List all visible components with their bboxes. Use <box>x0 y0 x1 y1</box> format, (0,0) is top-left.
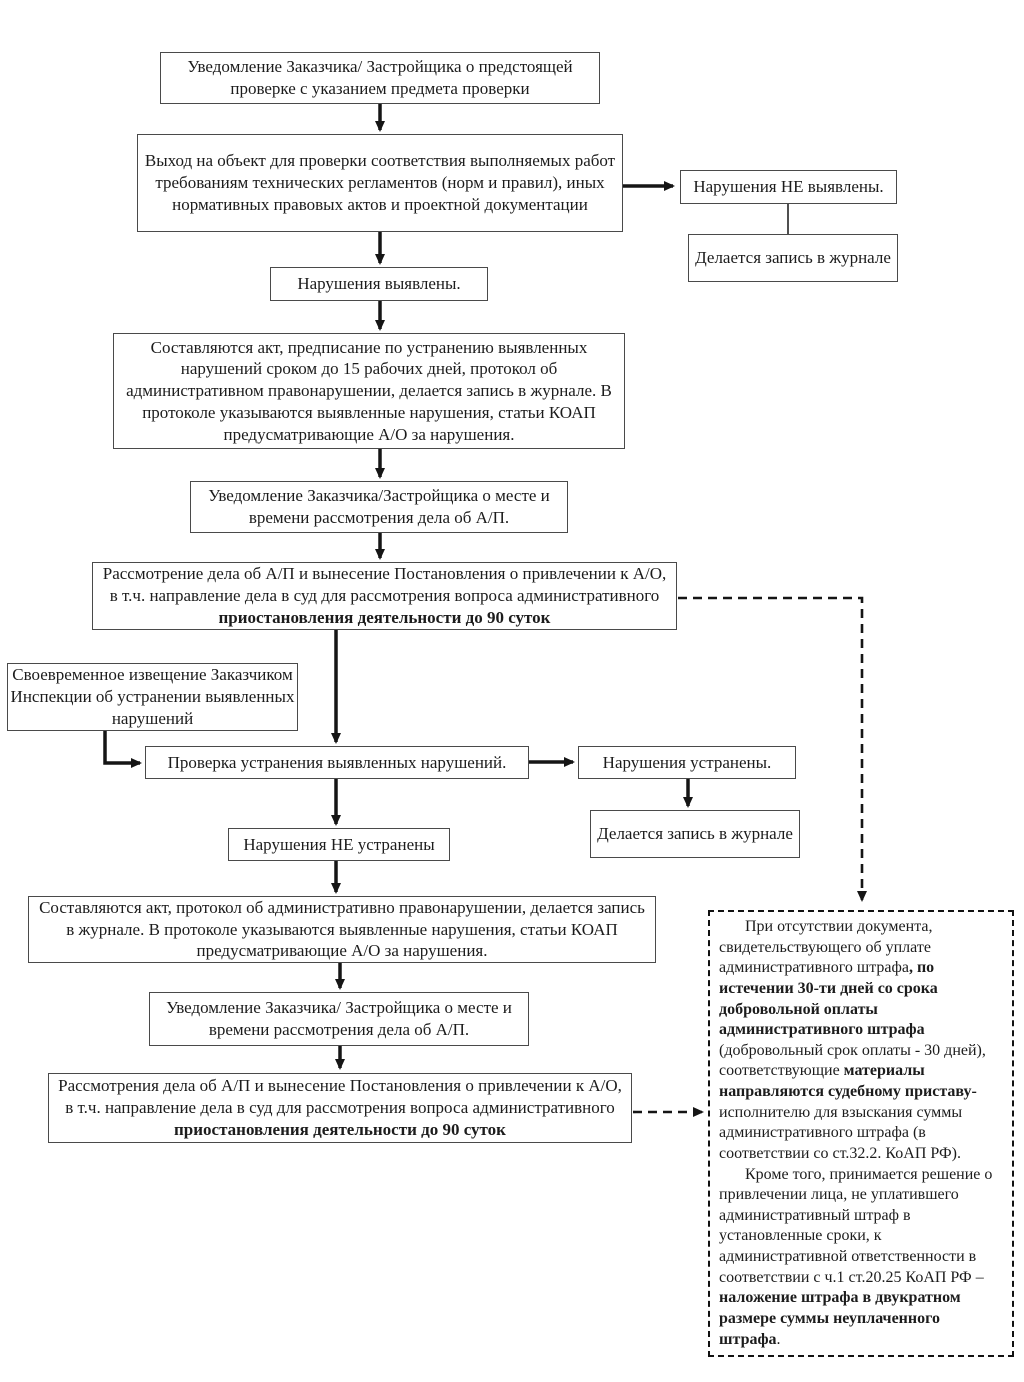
fine-note-p1-seg3: (добровольный срок оплаты - 30 дней), соответствующие <box>719 1041 986 1080</box>
fine-note-p1-seg5: исполнителю для взыскания суммы административного штрафа (в соответствии со ст.32.2. КоАП РФ). <box>719 1103 963 1162</box>
box-no-violations <box>680 170 897 204</box>
box-no-violations-text: Нарушения НЕ выявлены. <box>693 177 884 197</box>
box-violations-fixed-text: Нарушения устранены. <box>602 752 772 772</box>
box-act-protocol <box>28 896 656 963</box>
box-site-visit <box>137 134 623 232</box>
box-hearing-notice-2-text: Уведомление Заказчика/ Застройщика о месте и времени рассмотрения дела об А/П. <box>166 998 512 1039</box>
fine-note-paragraph-1 <box>719 917 1004 1165</box>
fine-note-p1-seg4-bold: материалы направляются судебному приставу- <box>719 1062 977 1100</box>
box-fine-note <box>708 910 1014 1357</box>
box-journal-entry-mid <box>590 810 800 858</box>
arrow-timelynotice-to-fixcheck <box>105 731 140 763</box>
box-journal-entry-top-text: Делается запись в журнале <box>695 248 891 268</box>
box-journal-entry-top <box>688 234 898 282</box>
box-hearing-notice-1-text: Уведомление Заказчика/Застройщика о месте и времени рассмотрения дела об А/П. <box>208 486 550 527</box>
fine-note-p1-seg1: При отсутствии документа, свидетельствующего об уплате административного штрафа <box>719 918 933 977</box>
fine-note-p1-seg2-bold: , по истечении 30-ти дней со срока добровольной оплаты административного штрафа <box>719 959 938 1039</box>
box-violations-found-text: Нарушения выявлены. <box>297 274 461 294</box>
box-case-review-1-text: Рассмотрение дела об А/П и вынесение Постановления о привлечении к А/О, в т.ч. направление дела в суд для рассмотрения вопроса административного <box>102 564 667 606</box>
box-timely-notice-text: Своевременное извещение Заказчиком Инспекции об устранении выявленных нарушений <box>10 665 295 728</box>
box-case-review-2-bold-text: приостановления деятельности до 90 суток <box>174 1119 506 1139</box>
box-notice-inspection <box>160 52 600 104</box>
box-fix-check <box>145 746 529 779</box>
fine-note-p2-seg3: . <box>776 1330 781 1348</box>
box-act-prescription-text: Составляются акт, предписание по устранению выявленных нарушений сроком до 15 рабочих дней, протокол об административном правонарушении, делается запись в журнале. В протоколе указываются выявленные нарушения, статьи КОАП предусматривающие А/О за нарушения. <box>126 337 612 444</box>
box-site-visit-text: Выход на объект для проверки соответствия выполняемых работ требованиям технических регламентов (норм и правил), иных нормативных правовых актов и проектной документации <box>144 151 616 214</box>
box-hearing-notice-2 <box>149 992 529 1046</box>
box-fix-check-text: Проверка устранения выявленных нарушений. <box>167 752 507 772</box>
box-journal-entry-mid-text: Делается запись в журнале <box>597 824 793 844</box>
box-case-review-1-bold-text: приостановления деятельности до 90 суток <box>218 607 551 627</box>
box-timely-notice <box>7 663 298 731</box>
fine-note-paragraph-2 <box>719 1165 1004 1351</box>
box-case-review-2-text: Рассмотрения дела об А/П и вынесение Постановления о привлечении к А/О, в т.ч. направление дела в суд для рассмотрения вопроса административного <box>58 1076 622 1118</box>
fine-note-p2-seg1: Кроме того, принимается решение о привлечении лица, не уплатившего административный штраф в установленные сроки, к административной ответственности в соответствии с ч.1 ст.20.25 КоАП РФ – <box>719 1165 993 1286</box>
box-act-prescription <box>113 333 625 449</box>
fine-note-p2-seg2-bold: наложение штрафа в двукратном размере суммы неуплаченного штрафа <box>719 1289 961 1348</box>
box-case-review-2 <box>48 1073 632 1143</box>
box-violations-found <box>270 267 488 301</box>
box-hearing-notice-1 <box>190 481 568 533</box>
box-violations-not-fixed <box>228 828 450 861</box>
box-violations-fixed <box>578 746 796 779</box>
box-violations-not-fixed-text: Нарушения НЕ устранены <box>243 834 435 854</box>
box-case-review-1 <box>92 562 677 630</box>
box-notice-inspection-text: Уведомление Заказчика/ Застройщика о предстоящей проверке с указанием предмета проверки <box>187 57 573 98</box>
box-act-protocol-text: Составляются акт, протокол об административно правонарушении, делается запись в журнале. В протоколе указываются выявленные нарушения, статьи КОАП предусматривающие А/О за нарушения. <box>39 897 645 961</box>
